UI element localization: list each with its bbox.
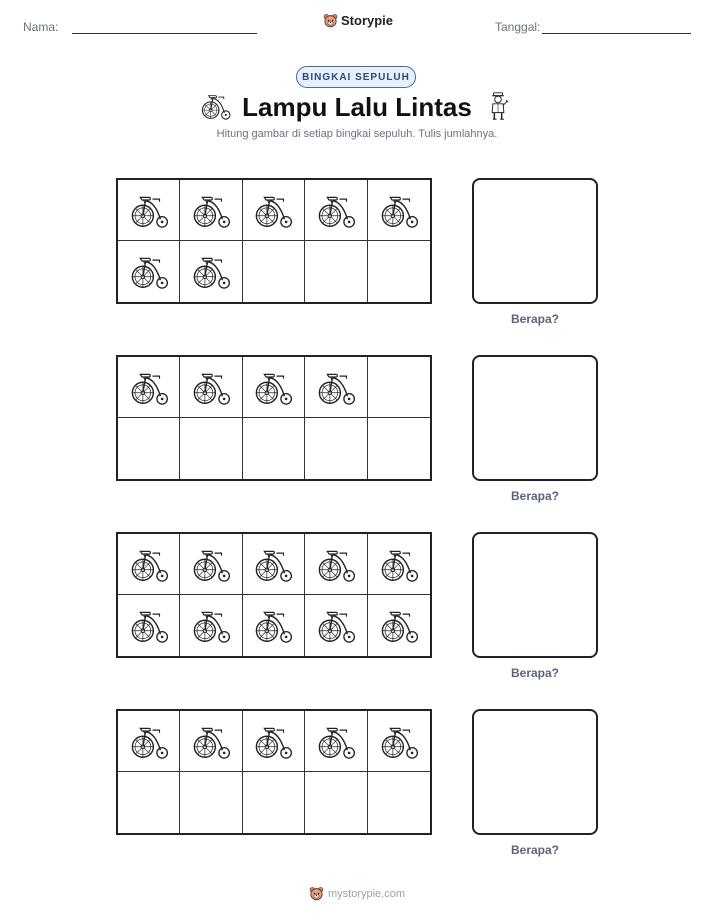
ten-frame-cell xyxy=(305,180,367,241)
penny-farthing-bicycle-icon xyxy=(252,608,294,643)
how-many-label: Berapa? xyxy=(510,666,560,680)
penny-farthing-bicycle-icon xyxy=(378,547,420,582)
penny-farthing-bicycle-icon xyxy=(190,724,232,759)
ten-frame-cell xyxy=(305,772,367,833)
ten-frame-cell xyxy=(305,357,367,418)
name-label: Nama: xyxy=(23,20,59,34)
footer xyxy=(0,886,714,901)
instructions: Hitung gambar di setiap bingkai sepuluh. Tulis jumlahnya. xyxy=(216,128,498,140)
penny-farthing-bicycle-icon xyxy=(378,193,420,228)
ten-frame xyxy=(116,709,432,835)
ten-frame-cell xyxy=(243,241,305,302)
penny-farthing-bicycle-icon xyxy=(128,608,170,643)
ten-frame-cell xyxy=(118,711,180,772)
penny-farthing-bicycle-icon xyxy=(252,370,294,405)
how-many-label: Berapa? xyxy=(510,843,560,857)
bear-icon xyxy=(323,13,338,28)
footer-url: mystorypie.com xyxy=(327,887,406,900)
ten-frame-cell xyxy=(118,534,180,595)
ten-frame-cell xyxy=(243,772,305,833)
ten-frame-cell xyxy=(118,241,180,302)
brand-name: Storypie xyxy=(341,13,394,28)
date-line[interactable] xyxy=(542,33,691,34)
ten-frame-cell xyxy=(243,711,305,772)
penny-farthing-bicycle-icon xyxy=(128,193,170,228)
penny-farthing-bicycle-icon xyxy=(190,370,232,405)
ten-frame-cell xyxy=(305,595,367,656)
name-line[interactable] xyxy=(72,33,257,34)
answer-box[interactable] xyxy=(472,532,598,658)
penny-farthing-bicycle-icon xyxy=(378,608,420,643)
ten-frame-cell xyxy=(368,595,430,656)
ten-frame-cell xyxy=(118,180,180,241)
penny-farthing-bicycle-icon xyxy=(315,547,357,582)
ten-frame-cell xyxy=(368,772,430,833)
traffic-officer-icon xyxy=(487,91,509,121)
ten-frame-cell xyxy=(118,357,180,418)
ten-frame-cell xyxy=(180,772,242,833)
penny-farthing-bicycle-icon xyxy=(190,547,232,582)
penny-farthing-bicycle-icon xyxy=(190,254,232,289)
penny-farthing-bicycle-icon xyxy=(315,724,357,759)
ten-frame-cell xyxy=(180,595,242,656)
ten-frame xyxy=(116,178,432,304)
how-many-label: Berapa? xyxy=(510,312,560,326)
ten-frame-cell xyxy=(305,241,367,302)
ten-frame-cell xyxy=(180,711,242,772)
ten-frame xyxy=(116,532,432,658)
ten-frame-cell xyxy=(243,418,305,479)
answer-box[interactable] xyxy=(472,355,598,481)
how-many-label: Berapa? xyxy=(510,489,560,503)
penny-farthing-bicycle-icon xyxy=(128,254,170,289)
ten-frame-cell xyxy=(305,711,367,772)
ten-frame-cell xyxy=(243,180,305,241)
ten-frame xyxy=(116,355,432,481)
ten-frame-cell xyxy=(180,357,242,418)
ten-frame-cell xyxy=(243,357,305,418)
ten-frame-cell xyxy=(368,180,430,241)
answer-box[interactable] xyxy=(472,178,598,304)
ten-frame-cell xyxy=(118,772,180,833)
penny-farthing-bicycle-icon xyxy=(378,724,420,759)
penny-farthing-bicycle-icon xyxy=(315,370,357,405)
penny-farthing-bicycle-icon xyxy=(252,724,294,759)
date-label: Tanggal: xyxy=(495,20,541,34)
ten-frame-cell xyxy=(305,418,367,479)
penny-farthing-bicycle-icon xyxy=(315,193,357,228)
ten-frame-cell xyxy=(368,418,430,479)
ten-frame-cell xyxy=(180,534,242,595)
page-title: Lampu Lalu Lintas xyxy=(242,92,472,122)
ten-frame-cell xyxy=(368,241,430,302)
ten-frame-cell xyxy=(305,534,367,595)
penny-farthing-bicycle-icon xyxy=(190,608,232,643)
bear-icon xyxy=(309,886,324,901)
ten-frame-cell xyxy=(180,241,242,302)
ten-frame-cell xyxy=(243,595,305,656)
ten-frame-cell xyxy=(368,711,430,772)
storypie-logo xyxy=(323,13,393,28)
penny-farthing-bicycle-icon xyxy=(190,193,232,228)
penny-farthing-bicycle-icon xyxy=(199,92,232,120)
penny-farthing-bicycle-icon xyxy=(252,193,294,228)
ten-frame-cell xyxy=(118,595,180,656)
ten-frame-cell xyxy=(368,357,430,418)
ten-frame-cell xyxy=(243,534,305,595)
ten-frame-cell xyxy=(180,418,242,479)
ten-frame-cell xyxy=(180,180,242,241)
penny-farthing-bicycle-icon xyxy=(128,370,170,405)
worksheet-type-badge: BINGKAI SEPULUH xyxy=(296,66,416,88)
penny-farthing-bicycle-icon xyxy=(252,547,294,582)
answer-box[interactable] xyxy=(472,709,598,835)
ten-frame-cell xyxy=(368,534,430,595)
ten-frame-cell xyxy=(118,418,180,479)
penny-farthing-bicycle-icon xyxy=(315,608,357,643)
penny-farthing-bicycle-icon xyxy=(128,547,170,582)
penny-farthing-bicycle-icon xyxy=(128,724,170,759)
